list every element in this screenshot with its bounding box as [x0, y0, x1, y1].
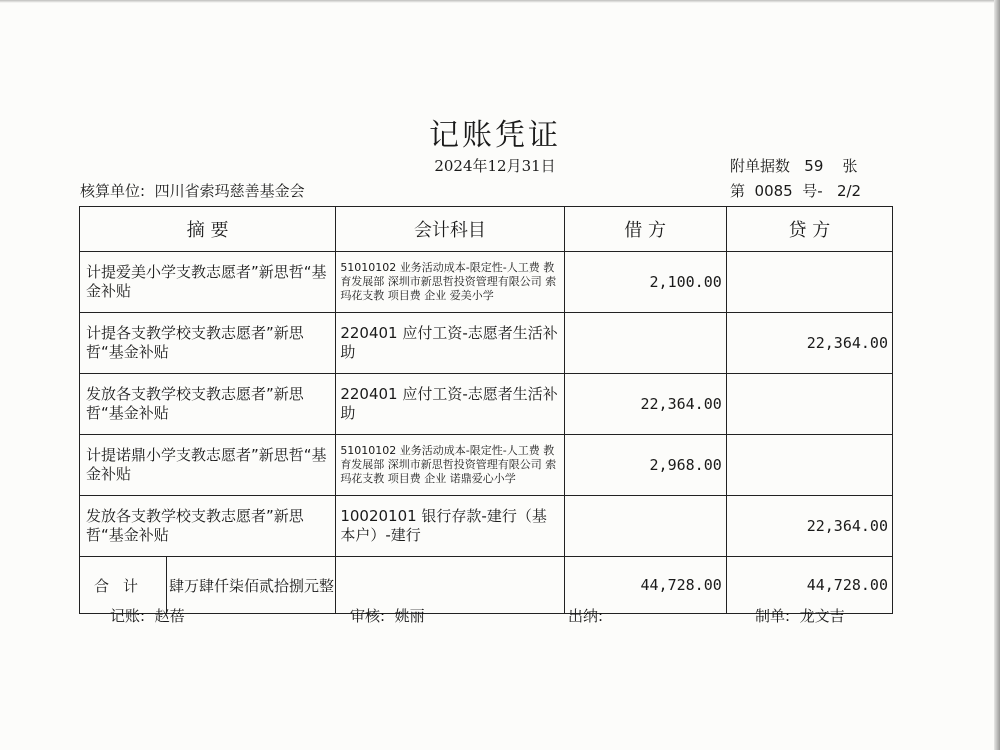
entry-account-text: 220401 应付工资-志愿者生活补助 — [340, 385, 558, 422]
entry-account-text: 51010102 业务活动成本-限定性-人工费 教育发展部 深圳市新思哲投资管理有限公司 索玛花支教 项目费 企业 诺鼎爱心小学 — [340, 444, 557, 485]
voucher-table — [79, 206, 893, 614]
entry-account-text: 51010102 业务活动成本-限定性-人工费 教育发展部 深圳市新思哲投资管理有限公司 索玛花支教 项目费 企业 爱美小学 — [340, 261, 557, 302]
entry-debit — [564, 313, 726, 374]
total-amount-words: 肆万肆仟柒佰贰拾捌元整 — [169, 576, 335, 595]
entry-debit: 2,968.00 — [564, 435, 726, 496]
total-label: 合计 — [93, 576, 152, 595]
entry-account-text: 220401 应付工资-志愿者生活补助 — [340, 324, 558, 361]
table-header-row — [80, 207, 893, 252]
table-row — [80, 435, 893, 496]
entry-summary: 计提各支教学校支教志愿者”新思哲“基金补贴 — [80, 313, 336, 374]
entry-account — [336, 496, 564, 557]
entry-account — [336, 374, 564, 435]
entry-credit — [726, 435, 892, 496]
entry-account — [336, 252, 564, 313]
header-credit: 贷 方 — [726, 207, 892, 252]
entry-summary: 计提诺鼎小学支教志愿者”新思哲“基金补贴 — [80, 435, 336, 496]
voucher-number: 第 0085 号- 2/2 — [730, 182, 862, 200]
entry-account — [336, 435, 564, 496]
attachment-count: 附单据数 59 张 — [730, 157, 858, 175]
header-debit: 借 方 — [564, 207, 726, 252]
accounting-unit: 核算单位: 四川省索玛慈善基金会 — [80, 182, 305, 200]
reviewer: 审核: 姚丽 — [350, 607, 425, 625]
entry-summary: 发放各支教学校支教志愿者”新思哲“基金补贴 — [80, 374, 336, 435]
header-account: 会计科目 — [336, 207, 564, 252]
entry-credit: 22,364.00 — [726, 313, 892, 374]
entry-account — [336, 313, 564, 374]
preparer: 制单: 龙文吉 — [755, 607, 845, 625]
entry-summary: 发放各支教学校支教志愿者”新思哲“基金补贴 — [80, 496, 336, 557]
scan-shadow-top — [0, 0, 1000, 3]
voucher-date: 2024年12月31日 — [434, 157, 556, 175]
entry-credit — [726, 252, 892, 313]
table-row — [80, 374, 893, 435]
scan-shadow-right — [994, 0, 1000, 750]
table-row — [80, 496, 893, 557]
cashier: 出纳: — [568, 607, 604, 625]
table-row — [80, 252, 893, 313]
bookkeeper: 记账: 赵蓓 — [110, 607, 185, 625]
entry-credit: 22,364.00 — [726, 496, 892, 557]
total-credit: 44,728.00 — [726, 557, 892, 614]
entry-account-text: 10020101 银行存款-建行（基本户）-建行 — [340, 507, 547, 544]
header-summary: 摘 要 — [80, 207, 336, 252]
entry-credit — [726, 374, 892, 435]
table-row — [80, 313, 893, 374]
document-title: 记账凭证 — [429, 118, 561, 153]
total-debit: 44,728.00 — [564, 557, 726, 614]
entry-summary: 计提爱美小学支教志愿者”新思哲“基金补贴 — [80, 252, 336, 313]
entry-debit: 2,100.00 — [564, 252, 726, 313]
entry-debit: 22,364.00 — [564, 374, 726, 435]
entry-debit — [564, 496, 726, 557]
